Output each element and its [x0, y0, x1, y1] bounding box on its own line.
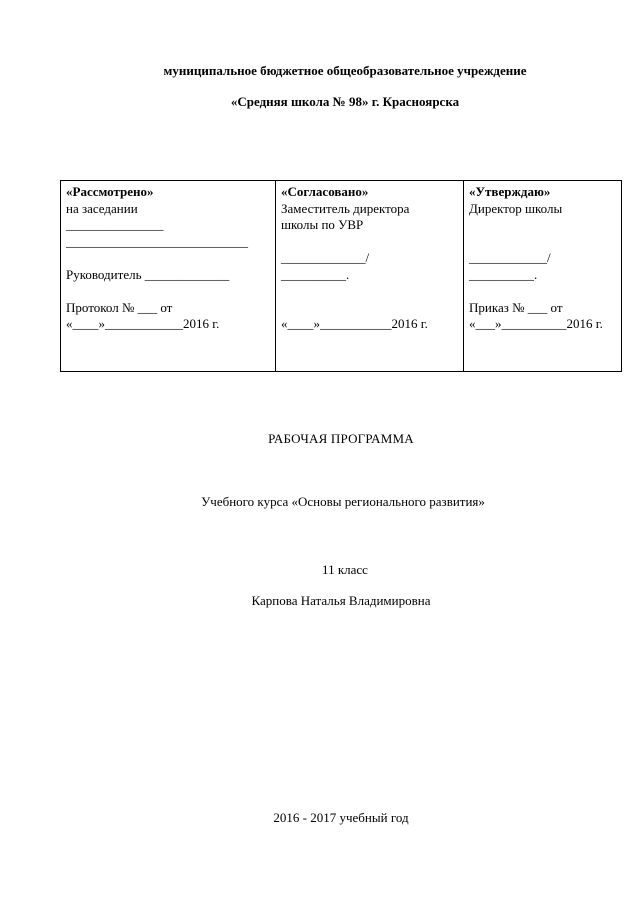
spacer [281, 234, 458, 251]
spacer [469, 217, 616, 234]
agreed-date-line: «____»___________2016 г. [281, 316, 428, 331]
spacer [66, 250, 270, 267]
reviewed-cell [61, 181, 275, 371]
approved-position: Директор школы [469, 200, 563, 216]
reviewed-title: «Рассмотрено» [66, 184, 154, 199]
reviewed-date-line: «____»____________2016 г. [66, 316, 220, 331]
author-name: Карпова Наталья Владимировна [251, 593, 431, 608]
agreed-position-1: Заместитель директора [281, 200, 410, 216]
approved-title: «Утверждаю» [469, 184, 551, 199]
approved-name-line: __________. [469, 266, 538, 282]
reviewed-blank-1: _______________ [66, 217, 164, 232]
agreed-position-2: школы по УВР [281, 217, 364, 232]
grade-label: 11 класс [322, 562, 368, 577]
reviewed-protocol-line: Протокол № ___ от [66, 299, 173, 315]
spacer [66, 283, 270, 300]
approved-date-line: «___»__________2016 г. [469, 316, 603, 331]
spacer [469, 283, 616, 300]
agreed-name-line: __________. [281, 266, 350, 282]
organization-name: муниципальное бюджетное общеобразовательное учреждение [163, 63, 527, 78]
approved-cell [463, 181, 621, 371]
reviewed-blank-2: ____________________________ [66, 233, 248, 249]
spacer [469, 234, 616, 251]
approved-order-line: Приказ № ___ от [469, 299, 563, 315]
agreed-title: «Согласовано» [281, 184, 369, 199]
school-name: «Средняя школа № 98» г. Красноярска [230, 94, 460, 109]
approval-table [60, 180, 622, 372]
academic-year: 2016 - 2017 учебный год [273, 810, 409, 825]
document-title: РАБОЧАЯ ПРОГРАММА [268, 431, 414, 446]
reviewed-meeting-label: на заседании [66, 200, 138, 216]
agreed-cell [275, 181, 463, 371]
agreed-signature-line: _____________/ [281, 250, 370, 265]
course-name: Учебного курса «Основы регионального развития» [201, 494, 485, 509]
spacer [281, 300, 458, 317]
approved-signature-line: ____________/ [469, 250, 551, 265]
spacer [281, 283, 458, 300]
reviewed-head-line: Руководитель _____________ [66, 266, 230, 282]
